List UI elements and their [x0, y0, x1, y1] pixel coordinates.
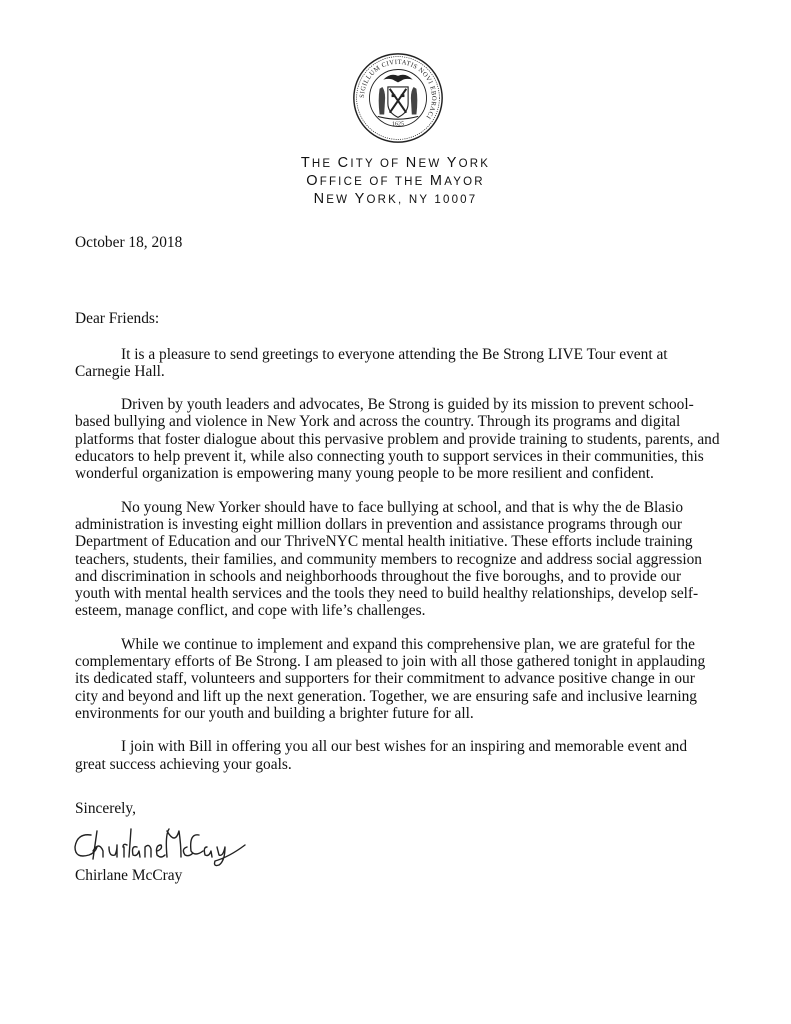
closing: Sincerely, — [75, 799, 136, 817]
seal-motto: SIGILLUM CIVITATIS NOVI EBORACI — [358, 58, 438, 121]
letterhead-line-2: OFFICE OF THE MAYOR — [306, 173, 485, 189]
letter-body — [75, 234, 720, 884]
signature — [69, 821, 249, 867]
paragraph-1: It is a pleasure to send greetings to everyone attending the Be Strong LIVE Tour event at Carnegie Hall. — [75, 345, 668, 380]
letterhead-line-3: NEW YORK, NY 10007 — [313, 191, 478, 207]
letterhead-line-1: THE CITY OF NEW YORK — [300, 155, 491, 171]
letter-date: October 18, 2018 — [75, 234, 183, 251]
signer-name: Chirlane McCray — [75, 867, 183, 885]
nyc-seal-icon — [352, 52, 444, 144]
paragraph-3: No young New Yorker should have to face bullying at school, and that is why the de Blasio administration is investing eight million dollars in prevention and assistance programs through our Department of Education and our ThriveNYC mental health initiative. These efforts include training teachers, students, their families, and community members to recognize and address social aggression and discrimination in schools and neighborhoods throughout the five boroughs, and to provide our youth with mental health services and the tools they need to build healthy relationships, develop self-esteem, manage conflict, and cope with life’s challenges. — [75, 498, 702, 620]
paragraph-2: Driven by youth leaders and advocates, Be Strong is guided by its mission to prevent school-based bullying and violence in New York and across the country. Through its programs and digital platforms that foster dialogue about this pervasive problem and provide training to students, parents, and educators to help prevent it, while also connecting youth to support services in their communities, this wonderful organization is empowering many young people to be more resilient and confident. — [75, 396, 720, 483]
paragraph-4: While we continue to implement and expand this comprehensive plan, we are grateful for the complementary efforts of Be Strong. I am pleased to join with all those gathered tonight in applauding its dedicated staff, volunteers and supporters for their commitment to advance positive change in our city and beyond and lift up the next generation. Together, we are ensuring safe and inclusive learning environments for our youth and building a brighter future for all. — [75, 635, 706, 722]
seal-year: 1625 — [392, 121, 404, 128]
paragraph-5: I join with Bill in offering you all our best wishes for an inspiring and memorable event and great success achieving your goals. — [75, 738, 688, 773]
letterhead — [0, 155, 791, 209]
salutation: Dear Friends: — [75, 310, 160, 328]
